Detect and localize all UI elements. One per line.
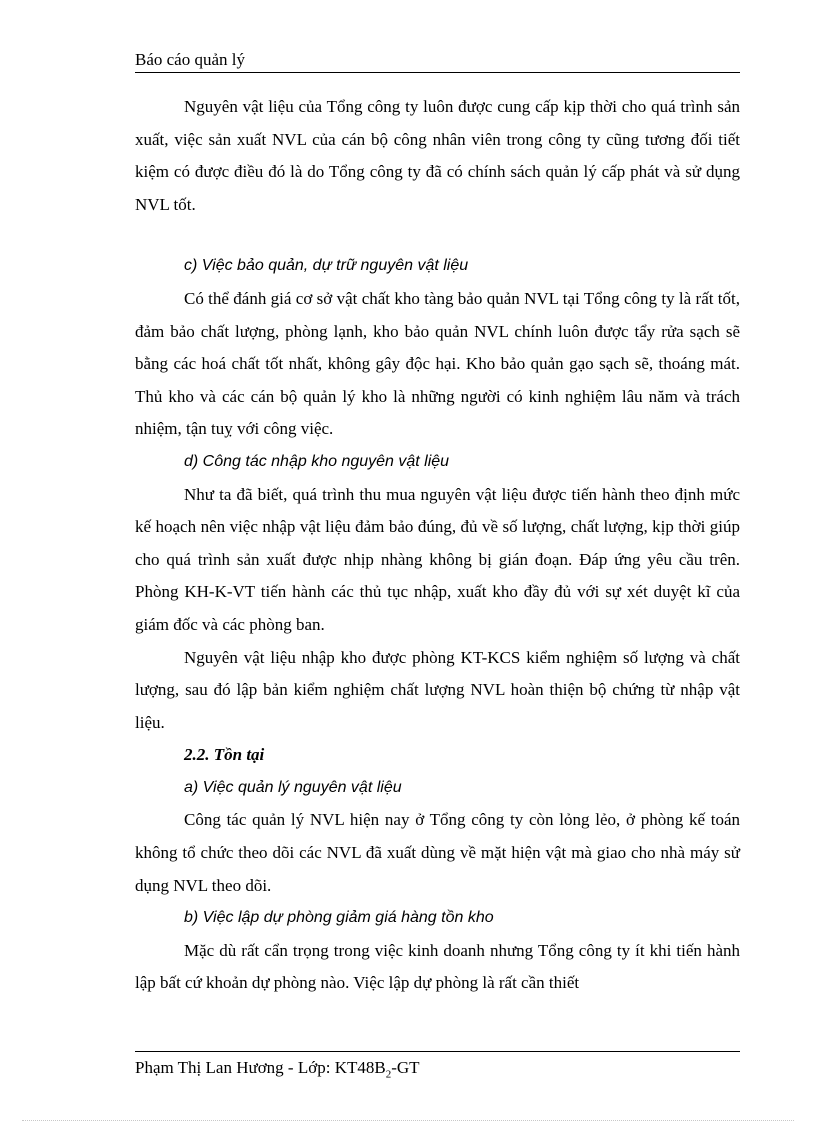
section-heading-b: b) Việc lập dự phòng giảm giá hàng tồn kho — [184, 909, 494, 927]
footer-class-suffix: -GT — [391, 1058, 420, 1077]
paragraph-6: Mặc dù rất cẩn trọng trong việc kinh doanh nhưng Tổng công ty ít khi tiến hành lập bất cứ khoản dự phòng nào. Việc lập dự phòng là rất cần thiết — [135, 940, 740, 993]
section-heading-2-2: 2.2. Tồn tại — [184, 745, 265, 765]
paragraph-3: Như ta đã biết, quá trình thu mua nguyên vật liệu được tiến hành theo định mức kế hoạch nên việc nhập vật liệu đảm bảo đúng, đủ về số lượng, chất lượng, kịp thời giúp cho quá trình sản xuất được nhịp nhàng không bị gián đoạn. Đáp ứng yêu cầu trên. Phòng KH-K-VT tiến hành các thủ tục nhập, xuất kho đầy đủ với sự xét duyệt kĩ của giám đốc và các phòng ban. — [135, 484, 740, 634]
page-header — [135, 49, 740, 73]
paragraph-2: Có thể đánh giá cơ sở vật chất kho tàng bảo quản NVL tại Tổng công ty là rất tốt, đảm bảo chất lượng, phòng lạnh, kho bảo quản NVL chính luôn được tẩy rửa sạch sẽ bằng các hoá chất tốt nhất, không gây độc hại. Kho bảo quản gạo sạch sẽ, thoáng mát. Thủ kho và các cán bộ quản lý kho là những người có kinh nghiệm lâu năm và trách nhiệm, tận tuỵ với công việc. — [135, 288, 740, 439]
section-heading-c: c) Việc bảo quản, dự trữ nguyên vật liệu — [184, 257, 469, 275]
paragraph-5: Công tác quản lý NVL hiện nay ở Tổng công ty còn lỏng lẻo, ở phòng kế toán không tổ chức theo dõi các NVL đã xuất dùng về mặt hiện vật mà giao cho nhà máy sử dụng NVL theo dõi. — [135, 810, 740, 895]
document-body — [135, 91, 740, 1000]
paragraph-4: Nguyên vật liệu nhập kho được phòng KT-KCS kiểm nghiệm số lượng và chất lượng, sau đó lập bản kiểm nghiệm chất lượng NVL hoàn thiện bộ chứng từ nhập vật liệu. — [135, 647, 740, 732]
section-heading-d: d) Công tác nhập kho nguyên vật liệu — [184, 452, 450, 470]
paragraph-gap — [135, 221, 740, 250]
document-page — [135, 0, 740, 1123]
section-heading-a: a) Việc quản lý nguyên vật liệu — [184, 778, 402, 796]
page-footer — [135, 1051, 740, 1085]
footer-class-subscript: 2 — [385, 1068, 392, 1081]
footer-author: Phạm Thị Lan Hương - Lớp: KT48B — [135, 1058, 386, 1077]
page-bottom-border — [22, 1120, 794, 1121]
header-title: Báo cáo quản lý — [135, 50, 245, 69]
paragraph-1: Nguyên vật liệu của Tổng công ty luôn được cung cấp kịp thời cho quá trình sản xuất, việc sản xuất NVL của cán bộ công nhân viên trong công ty cũng tương đối tiết kiệm có được điều đó là do Tổng công ty đã có chính sách quản lý cấp phát và sử dụng NVL tốt. — [135, 97, 740, 214]
